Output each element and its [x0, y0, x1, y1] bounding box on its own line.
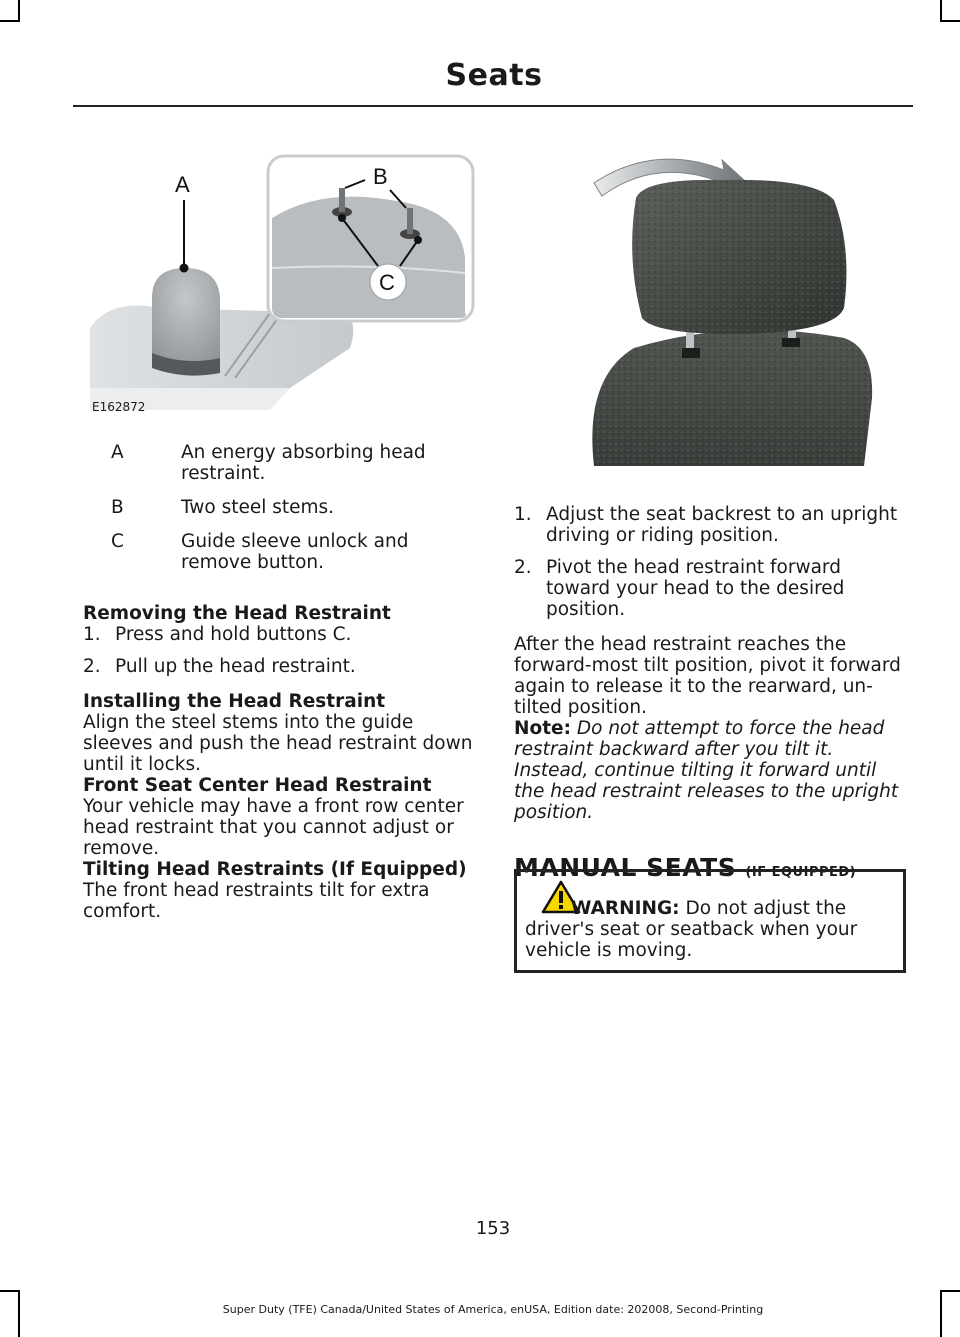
- left-column: [83, 442, 479, 922]
- legend-text: Guide sleeve unlock and remove button.: [181, 531, 409, 573]
- installing-heading: Installing the Head Restraint: [83, 691, 386, 712]
- footer: Super Duty (TFE) Canada/United States of America, enUSA, Edition date: 202008, Second-Printing: [222, 1303, 764, 1316]
- crop-mark: [940, 0, 942, 22]
- note: [514, 718, 908, 823]
- warning-text: [525, 898, 895, 961]
- step-number: 2.: [83, 656, 101, 677]
- warning-box: [514, 869, 906, 973]
- list-item: [514, 557, 908, 620]
- section-title: MANUAL SEATS: [514, 853, 737, 882]
- legend-item: [83, 442, 479, 484]
- installing-text: Align the steel stems into the guide sleeves and push the head restraint down until it locks.: [83, 712, 473, 775]
- note-text: Do not attempt to force the head restraint backward after you tilt it. Instead, continue tilting it forward until the head restraint releases to the upright position.: [514, 718, 899, 823]
- list-item: [83, 624, 479, 645]
- legend-text: An energy absorbing head restraint.: [181, 442, 426, 484]
- step-text: Adjust the seat backrest to an upright driving or riding position.: [546, 504, 898, 546]
- warning-label: WARNING:: [571, 898, 680, 919]
- callout-a: A: [175, 172, 190, 197]
- step-number: 1.: [83, 624, 101, 645]
- header-rule: [73, 105, 913, 107]
- center-heading: Front Seat Center Head Restraint: [83, 775, 432, 796]
- step-text: Press and hold buttons C.: [115, 624, 352, 645]
- legend-item: [83, 531, 479, 573]
- tilting-head-restraint-illustration: [554, 148, 914, 468]
- head-restraint-removal-illustration: [90, 148, 480, 420]
- figure-id: E162872: [92, 400, 146, 414]
- list-item: [83, 656, 479, 677]
- legend-text: Two steel stems.: [181, 497, 335, 518]
- right-column: [514, 504, 908, 883]
- legend-key: B: [111, 497, 124, 518]
- crop-mark: [940, 20, 960, 22]
- removing-heading: Removing the Head Restraint: [83, 603, 391, 624]
- step-text: Pivot the head restraint forward toward your head to the desired position.: [546, 557, 845, 620]
- callout-c: C: [379, 270, 395, 295]
- page-number: 153: [475, 1218, 511, 1239]
- step-number: 2.: [514, 557, 532, 578]
- legend-key: C: [111, 531, 124, 552]
- tilting-heading: Tilting Head Restraints (If Equipped): [83, 859, 467, 880]
- after-tilt-text: After the head restraint reaches the forward-most tilt position, pivot it forward again to release it to the rearward, un-tilted position.: [514, 634, 901, 718]
- tilting-text: The front head restraints tilt for extra comfort.: [83, 880, 430, 922]
- legend-item: [83, 497, 479, 518]
- crop-mark: [18, 0, 20, 22]
- crop-mark: [0, 1290, 20, 1292]
- legend-key: A: [111, 442, 124, 463]
- center-text: Your vehicle may have a front row center head restraint that you cannot adjust or remove.: [83, 796, 464, 859]
- warning-message: Do not adjust the driver's seat or seatback when your vehicle is moving.: [525, 898, 858, 961]
- section-suffix: (IF EQUIPPED): [745, 865, 857, 880]
- note-label: Note:: [514, 718, 571, 739]
- page-title: Seats: [445, 58, 543, 93]
- step-number: 1.: [514, 504, 532, 525]
- list-item: [514, 504, 908, 546]
- crop-mark: [0, 20, 20, 22]
- step-text: Pull up the head restraint.: [115, 656, 356, 677]
- crop-mark: [940, 1290, 960, 1292]
- callout-b: B: [373, 164, 388, 189]
